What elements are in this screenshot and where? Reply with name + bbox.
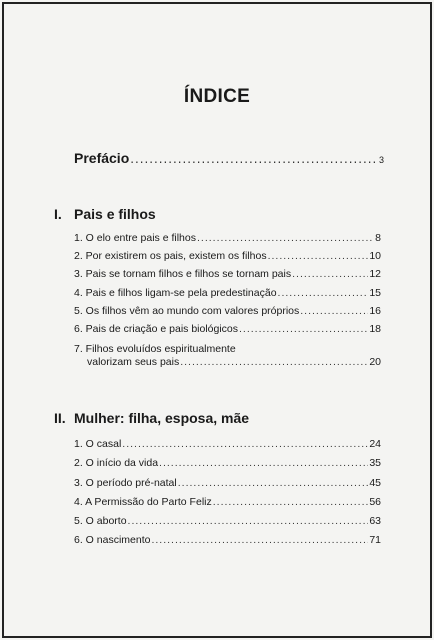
toc-entry [74,305,381,317]
section-heading-1 [54,206,156,222]
toc-entry [74,457,381,469]
page-title: ÍNDICE [183,86,251,107]
toc-entry-label: 1. O elo entre pais e filhos [74,232,196,244]
leader-dots [128,515,369,527]
toc-entry [74,496,381,508]
toc-entry-label: 1. O casal [74,438,122,450]
toc-entry-label: 3. O período pré-natal [74,477,177,489]
section-title: Pais e filhos [74,206,156,222]
leader-dots [213,496,369,508]
leader-dots [197,232,374,244]
toc-entry-label: 5. O aborto [74,515,127,527]
toc-entry-page: 63 [369,515,381,527]
toc-entry-page: 20 [369,356,381,368]
leader-dots [300,305,368,317]
leader-dots [122,438,368,450]
leader-dots [178,477,369,489]
leader-dots [180,356,368,368]
leader-dots [130,151,378,166]
toc-entry-page: 12 [369,268,381,280]
toc-entry-page: 8 [375,232,381,244]
toc-entry [74,232,381,244]
section-heading-2 [54,410,249,426]
toc-entry-label: 4. A Permissão do Parto Feliz [74,496,212,508]
toc-entry-label: 6. Pais de criação e pais biológicos [74,323,239,335]
toc-entry [74,287,381,299]
toc-entry-page: 3 [378,155,384,165]
toc-entry-page: 56 [369,496,381,508]
leader-dots [239,323,368,335]
toc-entry-page: 45 [369,477,381,489]
section-title: Mulher: filha, esposa, mãe [74,410,250,426]
leader-dots [292,268,368,280]
toc-entry-label: 4. Pais e filhos ligam-se pela predestinação [74,287,277,299]
toc-entry [87,356,381,368]
toc-entry-label: valorizam seus pais [87,356,180,368]
toc-entry [74,323,381,335]
toc-entry-page: 35 [369,457,381,469]
toc-entry [74,250,381,262]
toc-entry-preface [74,150,384,166]
leader-dots [278,287,369,299]
toc-entry-page: 15 [369,287,381,299]
toc-entry [74,477,381,489]
toc-entry [74,268,381,280]
toc-entry-label: 3. Pais se tornam filhos e filhos se tornam pais [74,268,292,280]
leader-dots [159,457,368,469]
toc-entry [74,515,381,527]
toc-entry-label: 6. O nascimento [74,534,151,546]
leader-dots [268,250,369,262]
toc-entry-label-line1: 7. Filhos evoluídos espiritualmente [74,343,236,355]
section-number: I. [54,206,62,222]
toc-entry-page: 18 [369,323,381,335]
toc-entry-page: 10 [369,250,381,262]
toc-entry-page: 24 [369,438,381,450]
leader-dots [151,534,368,546]
section-number: II. [54,410,66,426]
toc-entry-label: 5. Os filhos vêm ao mundo com valores próprios [74,305,300,317]
toc-entry-label: 2. O início da vida [74,457,159,469]
toc-entry [74,438,381,450]
toc-entry-label: 2. Por existirem os pais, existem os filhos [74,250,267,262]
toc-entry-page: 16 [369,305,381,317]
toc-entry-label: Prefácio [74,150,130,166]
toc-entry-page: 71 [369,534,381,546]
toc-entry [74,534,381,546]
